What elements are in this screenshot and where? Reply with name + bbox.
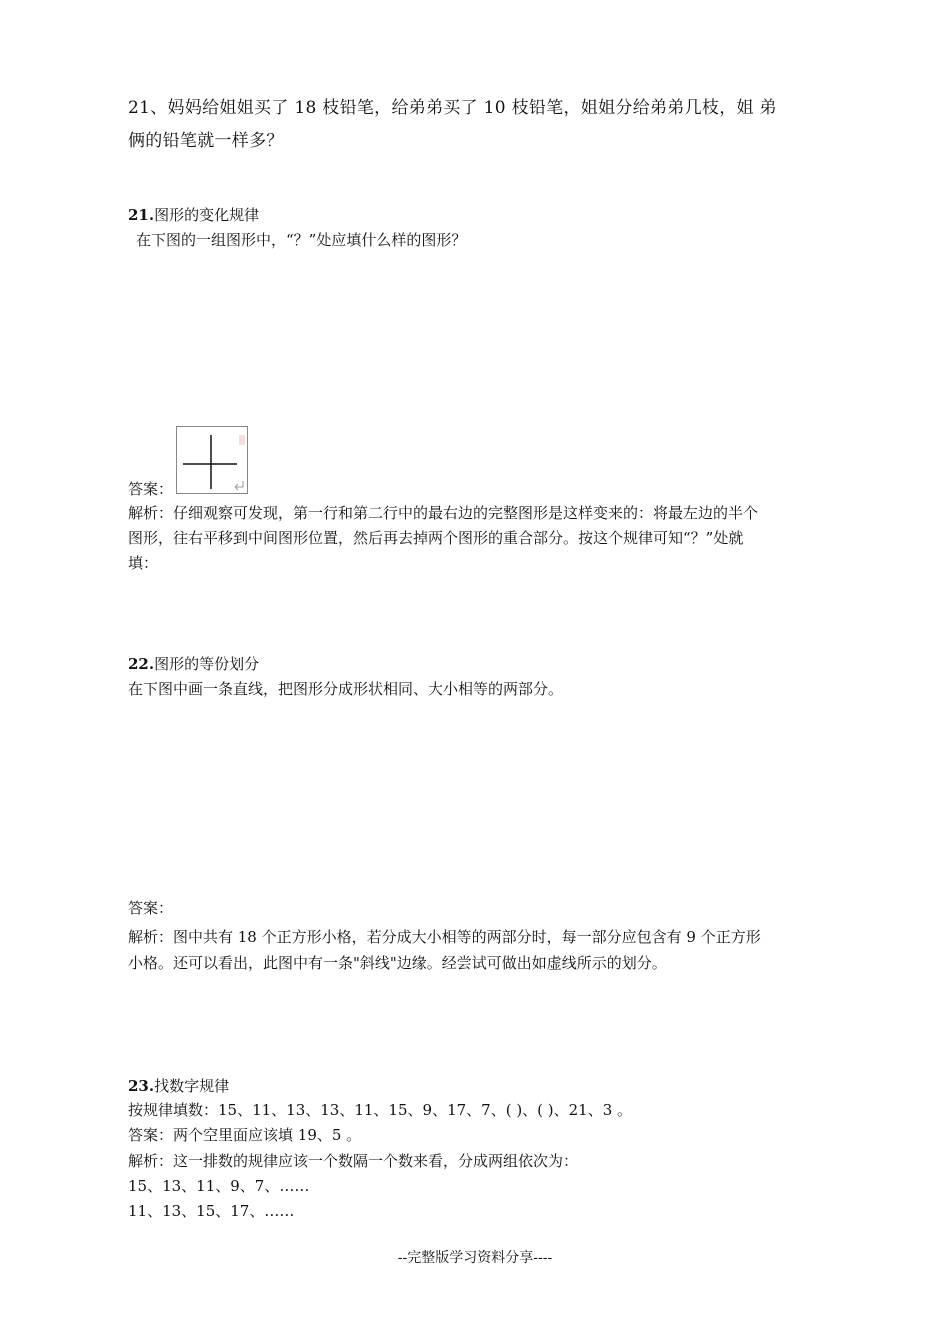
section-23-heading [128, 1075, 229, 1096]
section-23-analysis: 解析：这一排数的规律应该一个数隔一个数来看，分成两组依次为： [128, 1152, 579, 1170]
answer-figure [176, 426, 248, 494]
word-problem-21 [128, 92, 828, 158]
section-22-analysis-line-2: 小格。还可以看出，此图中有一条"斜线"边缘。经尝试可做出如虚线所示的划分。 [128, 954, 667, 972]
word-problem-line-1: 21、妈妈给姐姐买了 18 枝铅笔，给弟弟买了 10 枝铅笔，姐姐分给弟弟几枝，姐 弟 [128, 98, 777, 118]
section-22-number: 22. [128, 655, 155, 673]
section-22-answer-label: 答案： [128, 899, 174, 917]
section-21-title: 图形的变化规律 [154, 206, 260, 224]
section-22-heading [128, 653, 259, 674]
return-arrow-icon [177, 427, 249, 495]
section-21-question: 在下图的一组图形中，“？”处应填什么样的图形？ [136, 231, 467, 249]
section-23-question: 按规律填数：15、11、13、13、11、15、9、17、7、( )、( )、21、3 。 [128, 1101, 633, 1119]
section-21-answer-label: 答案： [128, 480, 174, 498]
section-22-title: 图形的等份划分 [154, 655, 260, 673]
section-23-answer: 答案：两个空里面应该填 19、5 。 [128, 1126, 362, 1144]
section-23-number: 23. [128, 1077, 155, 1095]
section-23-title: 找数字规律 [154, 1077, 230, 1095]
section-21-heading [128, 204, 259, 225]
section-21-number: 21. [128, 206, 155, 224]
section-23-sequence-1: 15、13、11、9、7、…… [128, 1177, 310, 1195]
page-footer: --完整版学习资料分享---- [397, 1250, 553, 1266]
section-21-analysis-line-2: 图形，往右平移到中间图形位置，然后再去掉两个图形的重合部分。按这个规律可知“？”处就 [128, 529, 744, 547]
section-22-analysis-line-1: 解析：图中共有 18 个正方形小格，若分成大小相等的两部分时，每一部分应包含有 9 个正方形 [128, 928, 761, 946]
section-21-analysis-line-3: 填： [128, 554, 159, 572]
section-21-analysis-line-1: 解析：仔细观察可发现，第一行和第二行中的最右边的完整图形是这样变来的：将最左边的半个 [128, 504, 759, 522]
word-problem-line-2: 俩的铅笔就一样多？ [128, 131, 284, 151]
section-22-question: 在下图中画一条直线，把图形分成形状相同、大小相等的两部分。 [128, 680, 564, 698]
section-23-sequence-2: 11、13、15、17、…… [128, 1202, 295, 1220]
